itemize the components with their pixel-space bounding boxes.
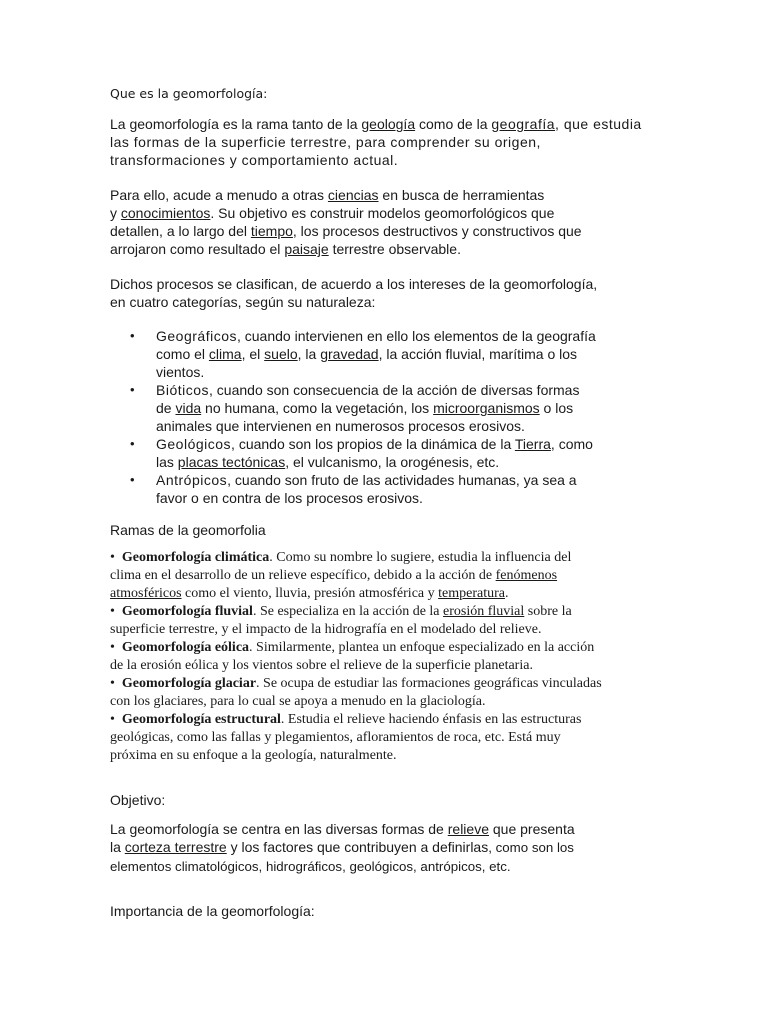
text: no humana, como la vegetación, los bbox=[201, 400, 434, 416]
text: terrestre observable. bbox=[328, 241, 461, 257]
text: como el viento, lluvia, presión atmosférica y bbox=[181, 586, 439, 601]
text: arrojaron como resultado el bbox=[110, 241, 285, 257]
page-title: Que es la geomorfología: bbox=[110, 86, 268, 101]
link-placas-tectonicas[interactable]: placas tectónicas bbox=[177, 454, 286, 470]
term-bold: Geomorfología eólica bbox=[121, 640, 250, 655]
text: , cuando son consecuencia de la acción de diversas formas bbox=[209, 382, 580, 398]
link-suelo[interactable]: suelo bbox=[264, 346, 298, 362]
paragraph-objetivo bbox=[110, 820, 670, 876]
text: . Como su nombre lo sugiere, estudia la influencia del bbox=[269, 550, 572, 565]
text: , la bbox=[297, 346, 321, 362]
link-fenomenos[interactable]: fenómenos bbox=[495, 568, 558, 583]
link-clima[interactable]: clima bbox=[208, 346, 242, 362]
list-item bbox=[130, 471, 670, 507]
list-item: • Geomorfología estructural. Estudia el relieve haciendo énfasis en las estructuras geológicas, como las fallas y plegamientos, afloramientos de roca, etc. Está muy próxima en su enfoque a la geología, naturalmente. bbox=[110, 712, 582, 763]
link-geografia[interactable]: geografía bbox=[491, 116, 556, 132]
text: y bbox=[110, 205, 121, 221]
text: Para ello, acude a menudo a otras bbox=[110, 187, 328, 203]
link-ciencias[interactable]: ciencias bbox=[327, 187, 379, 203]
text: geológicas, como las fallas y plegamientos, afloramientos de roca, etc. Está muy bbox=[110, 730, 561, 745]
list-item: • Geomorfología eólica. Similarmente, plantea un enfoque especializado en la acción de la erosión eólica y los vientos sobre el relieve de la superficie planetaria. bbox=[110, 640, 595, 673]
list-item bbox=[130, 381, 670, 435]
list-item bbox=[130, 435, 670, 471]
list-item bbox=[130, 327, 670, 381]
text: , el bbox=[241, 346, 265, 362]
text: como de la bbox=[415, 116, 492, 132]
text: Dichos procesos se clasifican, de acuerdo a los intereses de la geomorfología, bbox=[110, 276, 598, 292]
text: . bbox=[504, 586, 509, 601]
text: las bbox=[156, 454, 178, 470]
list-item: • Geomorfología glaciar. Se ocupa de estudiar las formaciones geográficas vinculadas con los glaciares, para lo cual se apoya a menudo en la glaciología. bbox=[110, 676, 602, 709]
link-conocimientos[interactable]: conocimientos bbox=[120, 205, 211, 221]
term-bold: Geomorfología fluvial bbox=[121, 604, 253, 619]
text: superficie terrestre, y el impacto de la hidrografía en el modelado del relieve. bbox=[110, 622, 542, 637]
text: como el bbox=[156, 346, 209, 362]
text: , que estudia bbox=[555, 116, 642, 132]
link-tiempo[interactable]: tiempo bbox=[250, 223, 293, 239]
link-atmosfericos[interactable]: atmosféricos bbox=[110, 586, 182, 601]
text: próxima en su enfoque a la geología, naturalmente. bbox=[110, 748, 397, 763]
text: Geológicos bbox=[156, 436, 232, 452]
text: , como bbox=[550, 436, 593, 452]
text: , el vulcanismo, la orogénesis, etc. bbox=[285, 454, 500, 470]
paragraph-procesos bbox=[110, 275, 670, 311]
link-vida[interactable]: vida bbox=[175, 400, 202, 416]
text: , cuando son fruto de las actividades humanas, ya sea a bbox=[227, 472, 577, 488]
text: en busca de herramientas bbox=[378, 187, 545, 203]
term-bold: Geomorfología climática bbox=[121, 550, 270, 565]
section-heading-ramas: Ramas de la geomorfolia bbox=[110, 522, 266, 538]
text: las formas de la superficie terrestre, para comprender su origen, bbox=[110, 134, 541, 150]
ramas-list bbox=[110, 549, 670, 765]
text: sobre la bbox=[524, 604, 572, 619]
text: de la erosión eólica y los vientos sobre el relieve de la superficie planetaria. bbox=[110, 658, 533, 673]
text: , como son los bbox=[488, 840, 574, 855]
text: que presenta bbox=[489, 821, 575, 837]
text: y los factores que contribuyen a definirlas bbox=[226, 839, 489, 855]
link-temperatura[interactable]: temperatura bbox=[438, 586, 505, 601]
link-relieve[interactable]: relieve bbox=[447, 821, 489, 837]
link-tierra[interactable]: Tierra bbox=[514, 436, 551, 452]
text: . Similarmente, plantea un enfoque especializado en la acción bbox=[249, 640, 595, 655]
text: elementos climatológicos, hidrográficos, geológicos, antrópicos, etc. bbox=[110, 859, 511, 874]
text: Antrópicos bbox=[156, 472, 228, 488]
categories-list bbox=[110, 327, 670, 507]
text: , la acción fluvial, marítima o los bbox=[378, 346, 578, 362]
text: transformaciones y comportamiento actual. bbox=[110, 152, 399, 168]
text: vientos. bbox=[156, 364, 205, 380]
text: Bióticos bbox=[156, 382, 210, 398]
list-item: • Geomorfología climática. Como su nombre lo sugiere, estudia la influencia del clima en el desarrollo de un relieve específico, debido a la acción de fenómenos atmosféricos como el viento, lluvia, presión atmosférica y temperatura. bbox=[110, 550, 572, 601]
text: Geográficos bbox=[156, 328, 237, 344]
text: de bbox=[156, 400, 176, 416]
text: o los bbox=[539, 400, 574, 416]
link-erosion-fluvial[interactable]: erosión fluvial bbox=[443, 604, 525, 619]
text: La geomorfología se centra en las diversas formas de bbox=[110, 821, 448, 837]
text: . Se ocupa de estudiar las formaciones geográficas vinculadas bbox=[256, 676, 602, 691]
paragraph-objetivo-modelos bbox=[110, 186, 670, 258]
term-bold: Geomorfología glaciar bbox=[121, 676, 257, 691]
link-paisaje[interactable]: paisaje bbox=[284, 241, 329, 257]
link-gravedad[interactable]: gravedad bbox=[320, 346, 379, 362]
link-corteza-terrestre[interactable]: corteza terrestre bbox=[124, 839, 227, 855]
text: detallen, a lo largo del bbox=[110, 223, 251, 239]
paragraph-definition bbox=[110, 115, 670, 169]
text: clima en el desarrollo de un relieve específico, debido a la acción de bbox=[110, 568, 496, 583]
text: la bbox=[110, 839, 125, 855]
text: favor o en contra de los procesos erosivos. bbox=[156, 490, 423, 506]
link-geologia[interactable]: geología bbox=[361, 116, 416, 132]
list-item: • Geomorfología fluvial. Se especializa en la acción de la erosión fluvial sobre la superficie terrestre, y el impacto de la hidrografía en el modelado del relieve. bbox=[110, 604, 572, 637]
document-page bbox=[110, 84, 670, 920]
text: con los glaciares, para lo cual se apoya a menudo en la glaciología. bbox=[110, 694, 486, 709]
text: . Se especializa en la acción de la bbox=[252, 604, 444, 619]
text: en cuatro categorías, según su naturaleza: bbox=[110, 294, 376, 310]
section-heading-objetivo: Objetivo: bbox=[110, 792, 166, 808]
text: , los procesos destructivos y constructivos que bbox=[292, 223, 582, 239]
text: . Su objetivo es construir modelos geomorfológicos que bbox=[210, 205, 555, 221]
text: , cuando son los propios de la dinámica de la bbox=[231, 436, 515, 452]
text: . Estudia el relieve haciendo énfasis en las estructuras bbox=[280, 712, 582, 727]
text: La geomorfología es la rama tanto de la bbox=[110, 116, 362, 132]
text: , cuando intervienen en ello los elementos de la geografía bbox=[236, 328, 596, 344]
text: animales que intervienen en numerosos procesos erosivos. bbox=[156, 418, 525, 434]
link-microorganismos[interactable]: microorganismos bbox=[433, 400, 540, 416]
section-heading-importancia: Importancia de la geomorfología: bbox=[110, 903, 315, 919]
term-bold: Geomorfología estructural bbox=[121, 712, 281, 727]
